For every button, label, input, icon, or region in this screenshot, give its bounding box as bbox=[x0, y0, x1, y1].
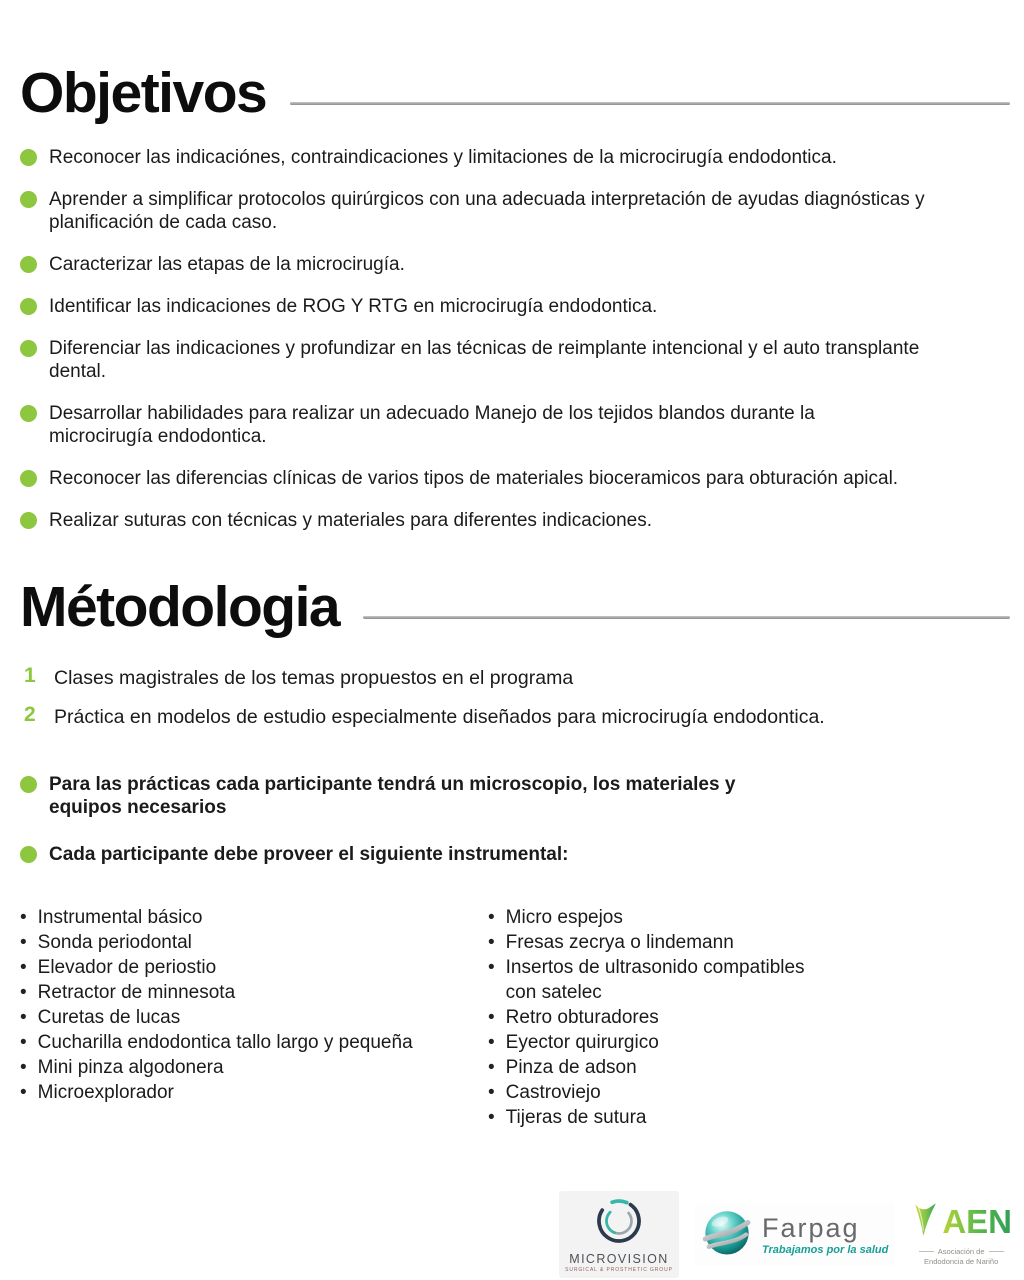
bold-bullet-text: Para las prácticas cada participante tendrá un microscopio, los materiales y bbox=[49, 774, 736, 795]
farpag-logo bbox=[695, 1203, 894, 1266]
instrument-item bbox=[488, 1055, 888, 1080]
green-bullet-icon bbox=[20, 256, 37, 273]
green-bullet-icon bbox=[20, 149, 37, 166]
sub-bullet-icon: • bbox=[488, 1032, 495, 1053]
instrument-text: Retractor de minnesota bbox=[37, 982, 236, 1003]
objetivo-text: microcirugía endodontica. bbox=[49, 426, 267, 447]
green-bullet-icon bbox=[20, 405, 37, 422]
instruments-right-list bbox=[488, 905, 888, 1130]
objetivo-text: Reconocer las indicaciónes, contraindicaciones y limitaciones de la microcirugía endodontica. bbox=[49, 147, 837, 168]
objetivo-item bbox=[20, 188, 1010, 234]
sub-bullet-icon: • bbox=[488, 1107, 495, 1128]
bold-bullet-item bbox=[20, 843, 1010, 866]
numbered-item-text: Práctica en modelos de estudio especialmente diseñados para microcirugía endodontica. bbox=[54, 706, 825, 728]
instrument-text: Retro obturadores bbox=[505, 1007, 659, 1028]
objetivos-list bbox=[20, 146, 1010, 532]
bold-bullet-text: Cada participante debe proveer el siguiente instrumental: bbox=[49, 844, 569, 865]
instruments-columns bbox=[20, 905, 1010, 1130]
item-number: 1 bbox=[24, 664, 36, 687]
instrument-text: Curetas de lucas bbox=[37, 1007, 181, 1028]
sub-bullet-icon: • bbox=[20, 982, 27, 1003]
objetivo-item bbox=[20, 146, 1010, 169]
instrument-item bbox=[20, 1005, 488, 1030]
instrument-text: Sonda periodontal bbox=[37, 932, 192, 953]
aen-logo bbox=[910, 1200, 1012, 1270]
instrument-item bbox=[20, 980, 488, 1005]
objetivo-item bbox=[20, 253, 1010, 276]
farpag-tagline: Trabajamos por la salud bbox=[761, 1243, 889, 1256]
sub-bullet-icon: • bbox=[488, 1082, 495, 1103]
bold-bullet-item bbox=[20, 773, 1010, 819]
sub-bullet-icon: • bbox=[488, 957, 495, 978]
sub-bullet-icon: • bbox=[20, 1032, 27, 1053]
item-number: 2 bbox=[24, 703, 36, 726]
instrument-text: con satelec bbox=[505, 982, 602, 1003]
green-bullet-icon bbox=[20, 470, 37, 487]
aen-tooth-icon bbox=[910, 1200, 940, 1245]
instrument-text: Fresas zecrya o lindemann bbox=[505, 932, 734, 953]
numbered-item bbox=[24, 666, 1010, 690]
numbered-item-text: Clases magistrales de los temas propuestos en el programa bbox=[54, 667, 574, 689]
metodologia-title: Métodologia bbox=[20, 575, 340, 639]
objetivo-text: Realizar suturas con técnicas y materiales para diferentes indicaciones. bbox=[49, 510, 653, 531]
microvision-tagline: SURGICAL & PROSTHETIC GROUP bbox=[565, 1267, 673, 1273]
objetivo-item bbox=[20, 337, 1010, 383]
instrument-text: Cucharilla endodontica tallo largo y pequeña bbox=[37, 1032, 413, 1053]
instrument-text: Elevador de periostio bbox=[37, 957, 217, 978]
objetivo-text: dental. bbox=[49, 361, 107, 382]
instrument-item bbox=[20, 1030, 488, 1055]
metodologia-header bbox=[20, 575, 1010, 639]
objetivo-text: Diferenciar las indicaciones y profundizar en las técnicas de reimplante intencional y el auto transplante bbox=[49, 338, 920, 359]
objetivo-text: Reconocer las diferencias clínicas de varios tipos de materiales bioceramicos para obturación apical. bbox=[49, 468, 899, 489]
objetivo-item bbox=[20, 467, 1010, 490]
instrument-item bbox=[488, 1005, 888, 1030]
sub-bullet-icon: • bbox=[488, 1007, 495, 1028]
farpag-globe-icon bbox=[701, 1206, 753, 1263]
objetivos-rule bbox=[290, 102, 1010, 105]
sub-bullet-icon: • bbox=[488, 907, 495, 928]
instrument-text: Mini pinza algodonera bbox=[37, 1057, 224, 1078]
instrument-item bbox=[488, 1105, 888, 1130]
green-bullet-icon bbox=[20, 298, 37, 315]
sponsor-logos bbox=[559, 1191, 1012, 1278]
sub-bullet-icon: • bbox=[20, 957, 27, 978]
objetivo-text: Desarrollar habilidades para realizar un adecuado Manejo de los tejidos blandos durante la bbox=[49, 403, 815, 424]
objetivo-item bbox=[20, 509, 1010, 532]
green-bullet-icon bbox=[20, 512, 37, 529]
metodologia-rule bbox=[363, 616, 1010, 619]
green-bullet-icon bbox=[20, 340, 37, 357]
instrument-item bbox=[20, 1055, 488, 1080]
green-bullet-icon bbox=[20, 191, 37, 208]
metodologia-numbered-list bbox=[20, 666, 1010, 729]
instrument-item bbox=[488, 1080, 888, 1105]
instrument-item bbox=[20, 1080, 488, 1105]
sub-bullet-icon: • bbox=[20, 1057, 27, 1078]
numbered-item bbox=[24, 705, 1010, 729]
objetivo-item bbox=[20, 295, 1010, 318]
sub-bullet-icon: • bbox=[488, 1057, 495, 1078]
aen-right-dash bbox=[989, 1251, 1004, 1252]
metodologia-bold-list bbox=[20, 773, 1010, 866]
aen-tagline-line1: Asociación de bbox=[937, 1246, 985, 1256]
instrument-text: Tijeras de sutura bbox=[505, 1107, 647, 1128]
green-bullet-icon bbox=[20, 776, 37, 793]
sub-bullet-icon: • bbox=[488, 932, 495, 953]
objetivo-text: Caracterizar las etapas de la microcirugía. bbox=[49, 254, 405, 275]
instrument-item bbox=[488, 1030, 888, 1055]
microvision-logo bbox=[559, 1191, 679, 1278]
aen-left-dash bbox=[919, 1251, 934, 1252]
instrument-text: Pinza de adson bbox=[505, 1057, 637, 1078]
instrument-item bbox=[20, 955, 488, 980]
instrument-text: Eyector quirurgico bbox=[505, 1032, 659, 1053]
instruments-left-list bbox=[20, 905, 488, 1130]
objetivos-header bbox=[20, 61, 1010, 125]
sub-bullet-icon: • bbox=[20, 932, 27, 953]
instrument-text: Insertos de ultrasonido compatibles bbox=[505, 957, 805, 978]
instrument-text: Instrumental básico bbox=[37, 907, 203, 928]
sub-bullet-icon: • bbox=[20, 907, 27, 928]
objetivo-text: planificación de cada caso. bbox=[49, 212, 278, 233]
instrument-item bbox=[488, 955, 888, 1005]
instrument-text: Castroviejo bbox=[505, 1082, 601, 1103]
green-bullet-icon bbox=[20, 846, 37, 863]
farpag-name: Farpag bbox=[761, 1212, 860, 1243]
instrument-item bbox=[488, 930, 888, 955]
aen-name: AEN bbox=[942, 1203, 1012, 1240]
sub-bullet-icon: • bbox=[20, 1082, 27, 1103]
objetivo-item bbox=[20, 402, 1010, 448]
sub-bullet-icon: • bbox=[20, 1007, 27, 1028]
objetivo-text: Aprender a simplificar protocolos quirúrgicos con una adecuada interpretación de ayudas diagnósticas y bbox=[49, 189, 925, 210]
instrument-item bbox=[488, 905, 888, 930]
objetivos-title: Objetivos bbox=[20, 61, 267, 125]
instrument-text: Microexplorador bbox=[37, 1082, 174, 1103]
microvision-name: MICROVISION bbox=[569, 1252, 669, 1266]
bold-bullet-text: equipos necesarios bbox=[49, 797, 227, 818]
instrument-item bbox=[20, 905, 488, 930]
objetivo-text: Identificar las indicaciones de ROG Y RTG en microcirugía endodontica. bbox=[49, 296, 658, 317]
microvision-circle-icon bbox=[594, 1196, 644, 1251]
instrument-text: Micro espejos bbox=[505, 907, 623, 928]
aen-tagline-line2: Endodoncia de Nariño bbox=[924, 1256, 999, 1266]
instrument-item bbox=[20, 930, 488, 955]
